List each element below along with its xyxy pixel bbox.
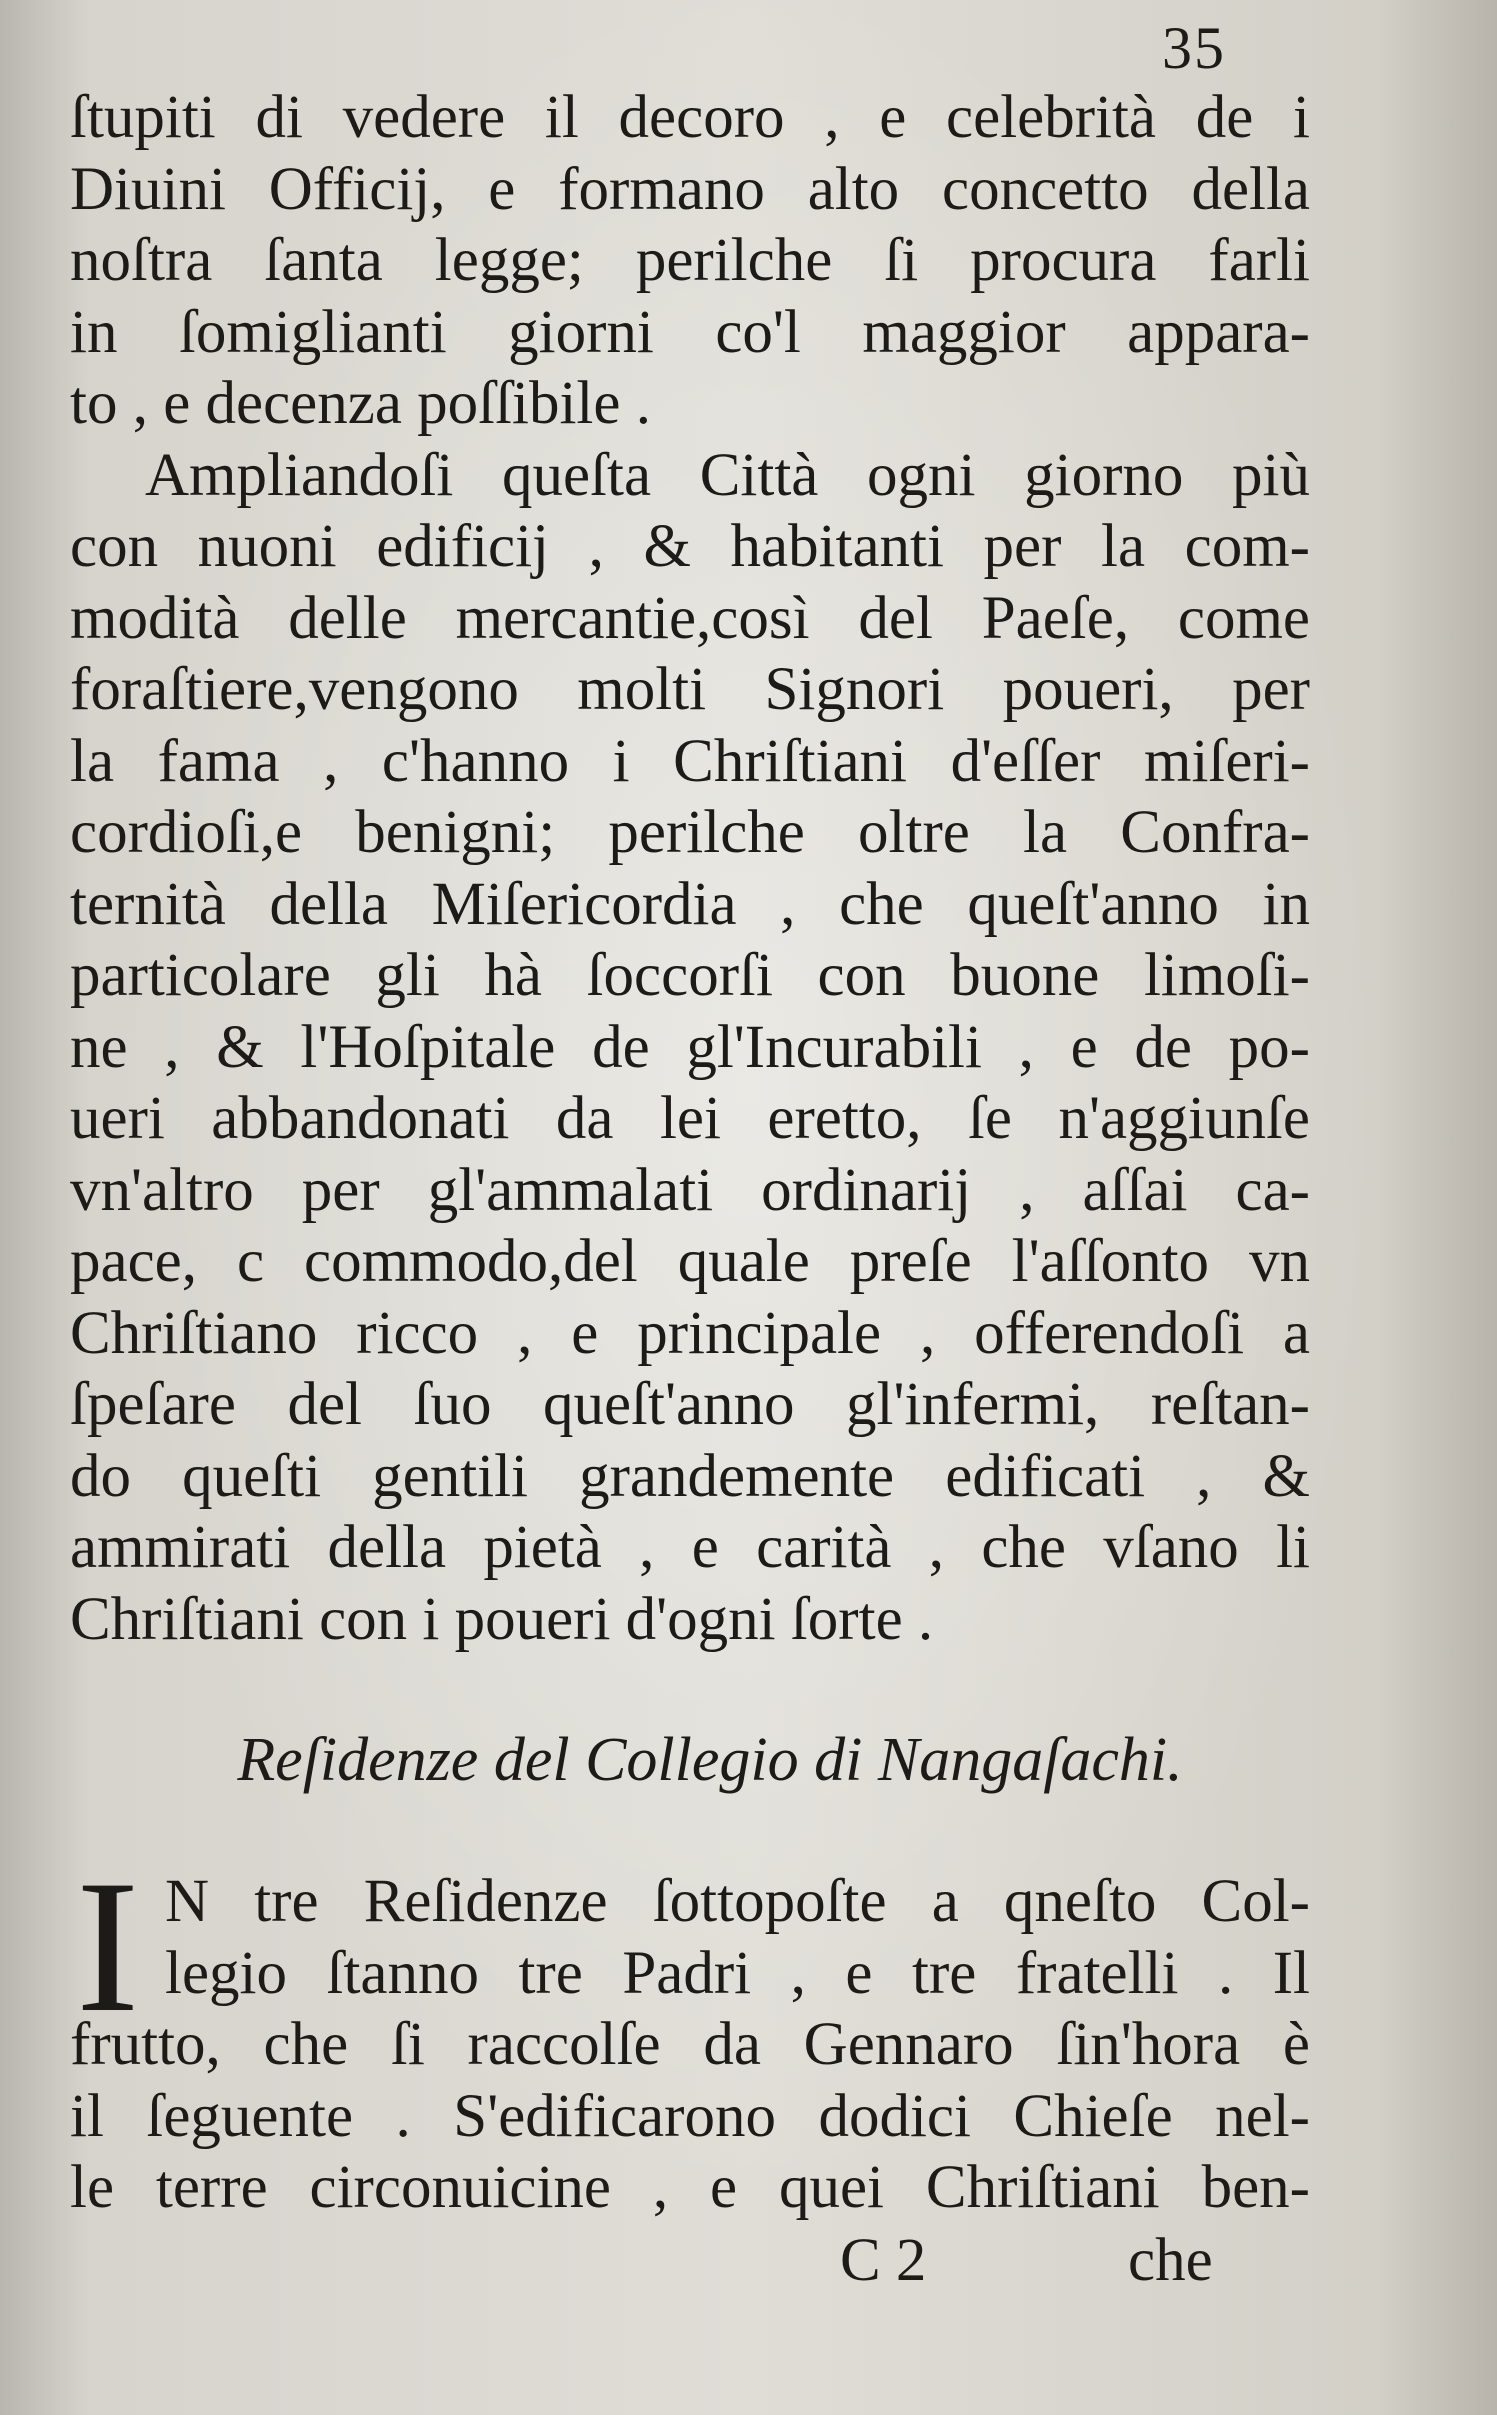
section-text [70, 1842, 1310, 2224]
text-line: in ſomiglianti giorni co'l maggior appara- [70, 298, 1310, 366]
text-line: con nuoni edificij , & habitanti per la com- [70, 513, 1310, 580]
body-text [70, 82, 1310, 1655]
text-line: ammirati della pietà , e carità , che vſano li [70, 1514, 1310, 1581]
text-line: foraſtiere,vengono molti Signori poueri, per [70, 656, 1310, 723]
text-line: ſpeſare del ſuo queſt'anno gl'infermi, reſtan- [70, 1371, 1310, 1438]
text-line: la fama , c'hanno i Chriſtiani d'eſſer miſeri- [70, 727, 1310, 795]
page-number: 35 [1162, 15, 1226, 81]
text-line: legio ſtanno tre Padri , e tre fratelli . Il [165, 1939, 1310, 2007]
text-line: cordioſi,e benigni; perilche oltre la Confra- [70, 799, 1310, 866]
text-line: il ſeguente . S'edificarono dodici Chieſe nel- [70, 2082, 1310, 2150]
text-line: Chriſtiani con i poueri d'ogni ſorte . [70, 1585, 934, 1653]
text-line: modità delle mercantie,così del Paeſe, come [70, 584, 1310, 652]
text-line: particolare gli hà ſoccorſi con buone limoſi- [70, 942, 1310, 1009]
text-line: ueri abbandonati da lei eretto, ſe n'aggiunſe [70, 1085, 1310, 1152]
text-line: ne , & l'Hoſpitale de gl'Incurabili , e de po- [70, 1013, 1310, 1081]
catchword: che [1128, 2227, 1213, 2294]
text-line: pace, c commodo,del quale preſe l'aſſonto vn [70, 1228, 1310, 1295]
section-heading: Reſidenze del Collegio di Nangaſachi. [237, 1726, 1183, 1794]
text-line: Diuini Officij, e formano alto concetto della [70, 155, 1310, 223]
text-line: le terre circonuicine , e quei Chriſtiani ben- [70, 2154, 1310, 2221]
text-line: N tre Reſidenze ſottopoſte a qneſto Col- [165, 1868, 1310, 1935]
text-line: frutto, che ſi raccolſe da Gennaro ſin'hora è [70, 2011, 1310, 2078]
text-line: Chriſtiano ricco , e principale , offerendoſi a [70, 1299, 1310, 1367]
footer-line [70, 2225, 1310, 2297]
text-line: vn'altro per gl'ammalati ordinarij , aſſai ca- [70, 1156, 1310, 1224]
drop-cap: I [76, 1842, 140, 2052]
text-line: to , e decenza poſſibile . [70, 370, 651, 437]
text-line: ternità della Miſericordia , che queſt'anno in [70, 870, 1310, 938]
text-line: ſtupiti di vedere il decoro , e celebrità de i [70, 84, 1310, 151]
text-line: noſtra ſanta legge; perilche ſi procura farli [70, 227, 1310, 294]
text-line: do queſti gentili grandemente edificati , & [70, 1442, 1310, 1510]
signature-mark: C 2 [840, 2227, 927, 2294]
text-line: Ampliandoſi queſta Città ogni giorno più [145, 441, 1310, 509]
